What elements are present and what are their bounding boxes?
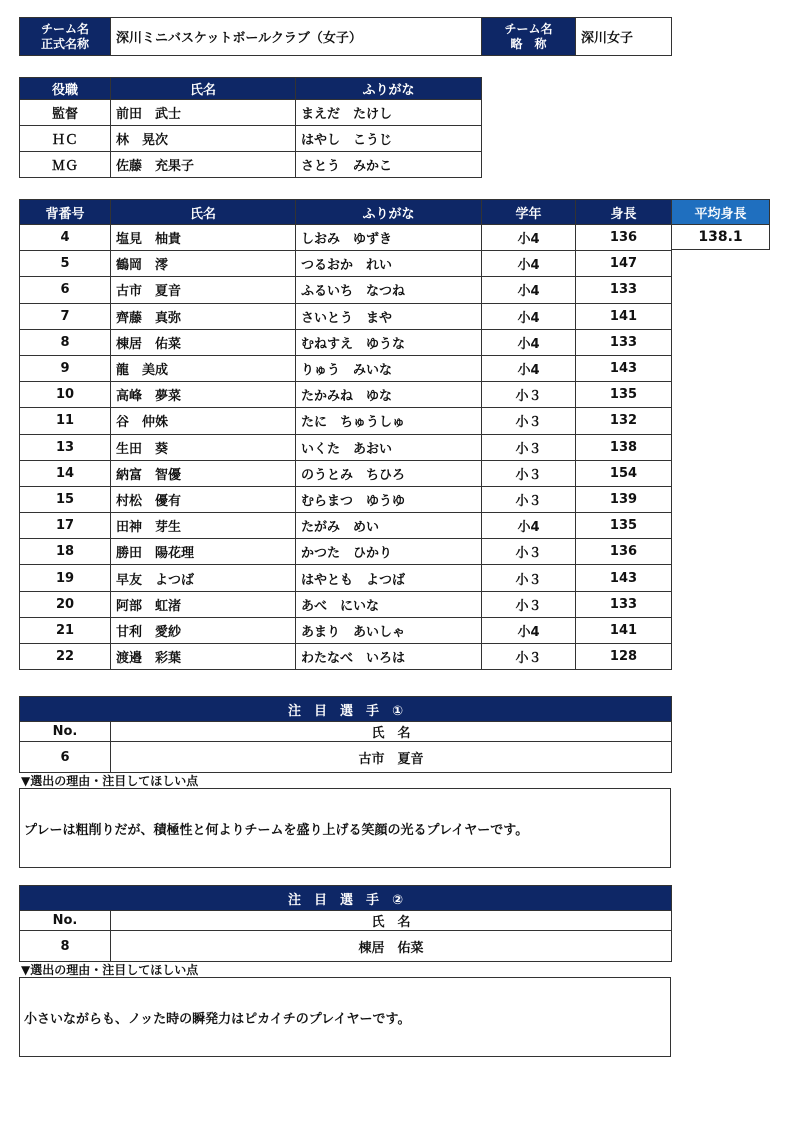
player-grade: 小4 [482, 617, 576, 643]
player-name: 早友 よつば [111, 565, 296, 591]
player-number: 21 [20, 617, 111, 643]
player-kana: たがみ めい [296, 513, 482, 539]
staff-kana: はやし こうじ [296, 126, 482, 152]
featured-player-2-no-label: No. [20, 911, 111, 931]
staff-role: ＭＧ [20, 152, 111, 178]
player-height: 147 [576, 251, 672, 277]
featured-player-1-title: 注 目 選 手 ① [20, 697, 672, 722]
player-height: 133 [576, 329, 672, 355]
player-height: 128 [576, 644, 672, 670]
staff-table [19, 77, 482, 178]
player-name: 阿部 虹渚 [111, 591, 296, 617]
player-kana: さいとう まや [296, 303, 482, 329]
player-number: 5 [20, 251, 111, 277]
player-row [20, 303, 672, 329]
player-number: 22 [20, 644, 111, 670]
player-number: 13 [20, 434, 111, 460]
players-header-height: 身長 [576, 200, 672, 225]
player-kana: のうとみ ちひろ [296, 460, 482, 486]
players-table [19, 199, 672, 670]
featured-player-2-name: 棟居 佑菜 [111, 931, 672, 962]
player-kana: はやとも よつば [296, 565, 482, 591]
short-team-name: 深川女子 [576, 18, 672, 56]
player-name: 田神 芽生 [111, 513, 296, 539]
player-height: 133 [576, 591, 672, 617]
short-name-label: チーム名 略 称 [482, 18, 576, 56]
staff-name: 佐藤 充果子 [111, 152, 296, 178]
player-row [20, 434, 672, 460]
featured-player-2-reason: 小さいながらも、ノッた時の瞬発力はピカイチのプレイヤーです。 [19, 977, 671, 1057]
player-kana: しおみ ゆずき [296, 225, 482, 251]
staff-row [20, 100, 482, 126]
player-height: 139 [576, 486, 672, 512]
featured-player-1-name: 古市 夏音 [111, 742, 672, 773]
player-grade: 小３ [482, 565, 576, 591]
player-row [20, 382, 672, 408]
player-grade: 小３ [482, 460, 576, 486]
player-kana: ふるいち なつね [296, 277, 482, 303]
player-name: 納富 智優 [111, 460, 296, 486]
player-height: 141 [576, 617, 672, 643]
player-kana: つるおか れい [296, 251, 482, 277]
player-grade: 小３ [482, 382, 576, 408]
player-row [20, 617, 672, 643]
player-row [20, 408, 672, 434]
staff-header-role: 役職 [20, 78, 111, 100]
player-grade: 小4 [482, 513, 576, 539]
players-header-name: 氏名 [111, 200, 296, 225]
player-number: 7 [20, 303, 111, 329]
player-kana: いくた あおい [296, 434, 482, 460]
players-header-grade: 学年 [482, 200, 576, 225]
player-height: 141 [576, 303, 672, 329]
player-grade: 小4 [482, 225, 576, 251]
player-number: 10 [20, 382, 111, 408]
staff-kana: まえだ たけし [296, 100, 482, 126]
player-kana: あまり あいしゃ [296, 617, 482, 643]
featured-player-1-no-label: No. [20, 722, 111, 742]
featured-player-1-reason: プレーは粗削りだが、積極性と何よりチームを盛り上げる笑顔の光るプレイヤーです。 [19, 788, 671, 868]
player-kana: むらまつ ゆうゆ [296, 486, 482, 512]
player-grade: 小３ [482, 434, 576, 460]
average-height-value: 138.1 [672, 225, 770, 250]
player-grade: 小4 [482, 303, 576, 329]
staff-role: ＨＣ [20, 126, 111, 152]
player-grade: 小３ [482, 644, 576, 670]
player-height: 154 [576, 460, 672, 486]
average-height-label: 平均身長 [672, 200, 770, 225]
player-name: 齊藤 真弥 [111, 303, 296, 329]
player-number: 20 [20, 591, 111, 617]
player-number: 19 [20, 565, 111, 591]
player-name: 古市 夏音 [111, 277, 296, 303]
featured-player-1-reason-label: ▼選出の理由・注目してほしい点 [21, 774, 199, 788]
player-row [20, 486, 672, 512]
player-height: 138 [576, 434, 672, 460]
player-grade: 小３ [482, 408, 576, 434]
player-name: 棟居 佑菜 [111, 329, 296, 355]
featured-player-2-title: 注 目 選 手 ② [20, 886, 672, 911]
player-number: 15 [20, 486, 111, 512]
player-row [20, 539, 672, 565]
staff-header-kana: ふりがな [296, 78, 482, 100]
featured-player-2-number: 8 [20, 931, 111, 962]
player-row [20, 644, 672, 670]
player-height: 135 [576, 513, 672, 539]
player-grade: 小4 [482, 251, 576, 277]
player-kana: たかみね ゆな [296, 382, 482, 408]
player-name: 渡邉 彩葉 [111, 644, 296, 670]
player-row [20, 329, 672, 355]
player-height: 136 [576, 225, 672, 251]
player-grade: 小4 [482, 277, 576, 303]
player-number: 18 [20, 539, 111, 565]
player-grade: 小３ [482, 486, 576, 512]
player-kana: わたなべ いろは [296, 644, 482, 670]
official-team-name: 深川ミニバスケットボールクラブ（女子） [111, 18, 482, 56]
player-grade: 小３ [482, 539, 576, 565]
player-number: 17 [20, 513, 111, 539]
player-name: 甘利 愛紗 [111, 617, 296, 643]
staff-role: 監督 [20, 100, 111, 126]
staff-name: 林 晃次 [111, 126, 296, 152]
featured-player-1-name-label: 氏 名 [111, 722, 672, 742]
player-kana: あべ にいな [296, 591, 482, 617]
featured-player-2-table [19, 885, 672, 962]
player-kana: かつた ひかり [296, 539, 482, 565]
player-kana: むねすえ ゆうな [296, 329, 482, 355]
player-grade: 小4 [482, 329, 576, 355]
player-grade: 小３ [482, 591, 576, 617]
player-number: 8 [20, 329, 111, 355]
player-row [20, 513, 672, 539]
staff-row [20, 152, 482, 178]
player-grade: 小4 [482, 355, 576, 381]
player-name: 生田 葵 [111, 434, 296, 460]
player-kana: りゅう みいな [296, 355, 482, 381]
players-header-number: 背番号 [20, 200, 111, 225]
player-name: 塩見 柚貴 [111, 225, 296, 251]
player-row [20, 460, 672, 486]
player-height: 133 [576, 277, 672, 303]
player-height: 143 [576, 565, 672, 591]
player-name: 鶴岡 澪 [111, 251, 296, 277]
featured-player-1-number: 6 [20, 742, 111, 773]
player-number: 4 [20, 225, 111, 251]
player-number: 9 [20, 355, 111, 381]
official-name-label: チーム名 正式名称 [20, 18, 111, 56]
featured-player-1-table [19, 696, 672, 773]
player-row [20, 225, 672, 251]
player-name: 高峰 夢菜 [111, 382, 296, 408]
player-row [20, 591, 672, 617]
players-header-kana: ふりがな [296, 200, 482, 225]
team-name-table [19, 17, 672, 56]
player-name: 村松 優有 [111, 486, 296, 512]
staff-header-name: 氏名 [111, 78, 296, 100]
staff-kana: さとう みかこ [296, 152, 482, 178]
featured-player-2-reason-label: ▼選出の理由・注目してほしい点 [21, 963, 199, 977]
player-number: 11 [20, 408, 111, 434]
player-height: 143 [576, 355, 672, 381]
player-number: 14 [20, 460, 111, 486]
player-name: 龍 美成 [111, 355, 296, 381]
staff-name: 前田 武士 [111, 100, 296, 126]
player-row [20, 355, 672, 381]
player-height: 132 [576, 408, 672, 434]
player-kana: たに ちゅうしゅ [296, 408, 482, 434]
player-number: 6 [20, 277, 111, 303]
featured-player-2-name-label: 氏 名 [111, 911, 672, 931]
staff-row [20, 126, 482, 152]
player-row [20, 277, 672, 303]
player-height: 135 [576, 382, 672, 408]
player-row [20, 251, 672, 277]
player-name: 勝田 陽花理 [111, 539, 296, 565]
player-name: 谷 仲姝 [111, 408, 296, 434]
player-height: 136 [576, 539, 672, 565]
average-height-table [671, 199, 770, 250]
player-row [20, 565, 672, 591]
